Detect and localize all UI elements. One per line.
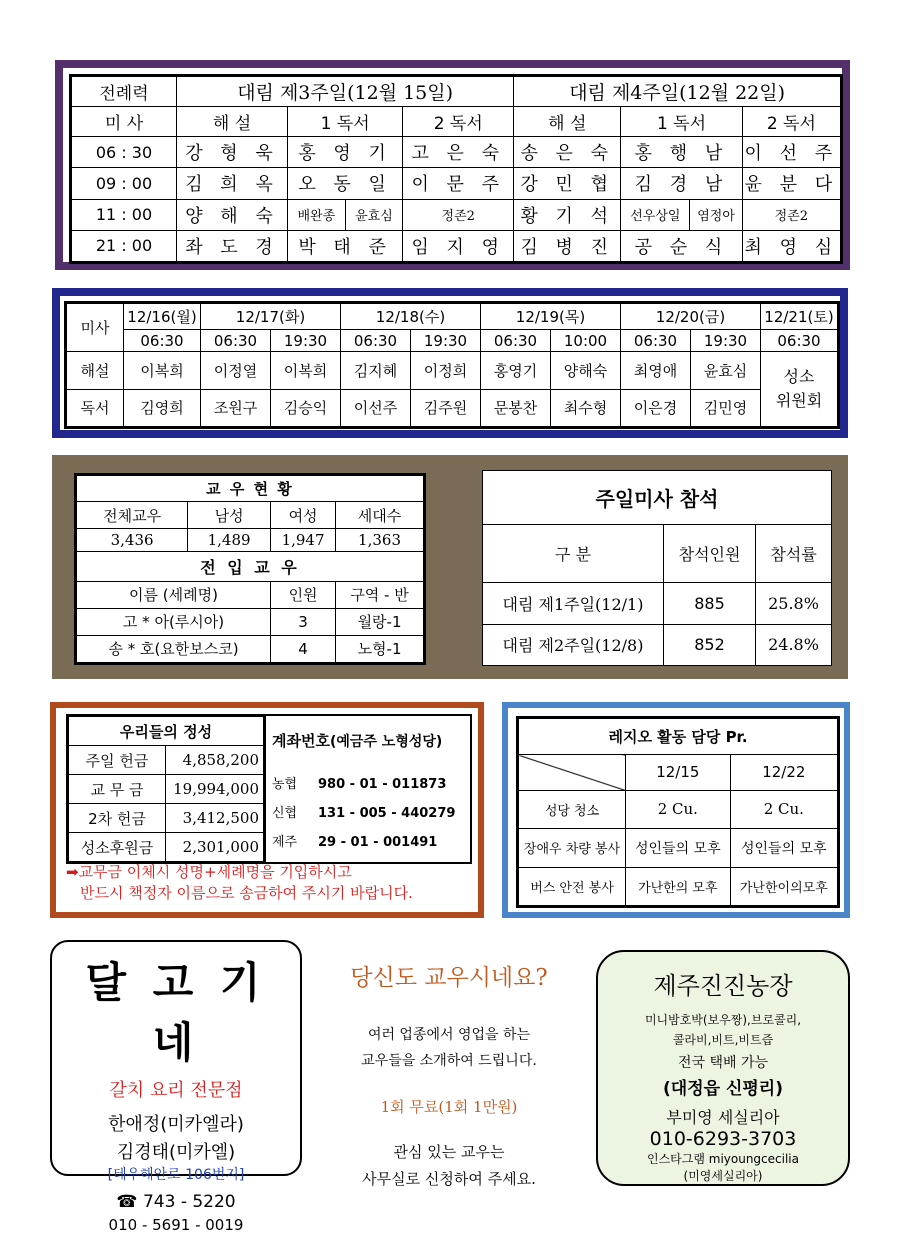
legio-date: 12/15 (626, 755, 731, 791)
role-reading2: 2 독서 (742, 107, 840, 137)
attendance-rate: 24.8% (756, 624, 832, 666)
name-cell: 송 은 숙 (514, 137, 621, 168)
duty-name: 버스 안전 봉사 (519, 868, 626, 906)
name-cell: 이정희 (411, 352, 481, 390)
name-cell: 윤효심 (691, 352, 761, 390)
table-row (69, 833, 264, 862)
name-cell: 김주원 (411, 389, 481, 427)
attendance-week: 대림 제1주일(12/1) (483, 583, 664, 625)
parishioner-stats (74, 473, 426, 665)
mass-time: 06:30 (201, 330, 271, 352)
stat-header: 전체교우 (77, 502, 188, 529)
offering-label: 2차 헌금 (69, 804, 166, 833)
attendance-title: 주일미사 참석 (483, 471, 832, 525)
farm-name: 제주진진농장 (653, 972, 793, 1000)
day-header: 12/21(토) (761, 304, 838, 330)
stat-value: 1,363 (336, 529, 424, 552)
attendance-header: 참석률 (756, 525, 832, 583)
mass-time: 21 : 00 (72, 230, 177, 261)
offering-title: 우리들의 정성 (69, 717, 264, 746)
attendance-count: 852 (664, 624, 756, 666)
name-cell: 윤효심 (345, 199, 403, 230)
name-cell: 홍 영 기 (288, 137, 403, 168)
restaurant-address: [테우해안로 106번지] (107, 1167, 245, 1183)
name-cell: 양 해 숙 (177, 199, 288, 230)
farm-instagram-name: (미영세실리아) (683, 1169, 763, 1183)
table-row (69, 746, 264, 775)
name-cell: 김 경 남 (621, 168, 742, 199)
duty-group: 성인들의 모후 (626, 828, 731, 868)
legio-title: 레지오 활동 담당 Pr. (519, 719, 838, 755)
newcomer-name: 고 * 아(루시아) (77, 608, 271, 635)
newcomer-header: 이름 (세례명) (77, 581, 271, 608)
bank-name: 신협 (272, 806, 298, 821)
name-cell: 김승익 (271, 389, 341, 427)
mass-time: 10:00 (551, 330, 621, 352)
table-row (69, 804, 264, 833)
duty-name: 성당 청소 (519, 790, 626, 828)
mass-time: 06:30 (621, 330, 691, 352)
name-cell: 이선주 (341, 389, 411, 427)
name-cell: 양해숙 (551, 352, 621, 390)
name-cell: 정존2 (403, 199, 514, 230)
day-header: 12/19(목) (481, 304, 621, 330)
name-cell: 이은경 (621, 389, 691, 427)
mass-time: 19:30 (271, 330, 341, 352)
name-cell: 윤 분 다 (742, 168, 840, 199)
day-header: 12/18(수) (341, 304, 481, 330)
promo-line: 여러 업종에서 영업을 하는 (367, 1027, 531, 1043)
attendance-header: 참석인원 (664, 525, 756, 583)
table-row (77, 608, 424, 635)
role-commentary: 해 설 (177, 107, 288, 137)
weekday-schedule-table (66, 303, 838, 427)
saturday-note: 성소 위원회 (761, 352, 838, 427)
table-row (72, 199, 841, 230)
offering-amount: 4,858,200 (166, 746, 264, 775)
duty-group: 가난한이의모후 (730, 868, 837, 906)
stat-header: 세대수 (336, 502, 424, 529)
stat-value: 1,947 (271, 529, 336, 552)
owner-name: 김경태(미카엘) (116, 1142, 236, 1163)
legio-date: 12/22 (730, 755, 837, 791)
mass-time: 09 : 00 (72, 168, 177, 199)
name-cell: 김지혜 (341, 352, 411, 390)
table-row (483, 583, 832, 625)
commentary-label: 해설 (67, 352, 124, 390)
owner-name: 한애정(미카엘라) (108, 1114, 244, 1135)
name-cell: 이 선 주 (742, 137, 840, 168)
role-reading2: 2 독서 (403, 107, 514, 137)
notice-line: ➡교무금 이체시 성명+세례명을 기입하시고 (66, 863, 352, 881)
role-reading1: 1 독서 (288, 107, 403, 137)
attendance-table (482, 470, 832, 666)
name-cell: 이복희 (124, 352, 201, 390)
bank-name: 제주 (272, 835, 298, 850)
account-number: 131 - 005 - 440279 (318, 806, 456, 821)
liturgy-calendar-header: 전례력 (72, 77, 177, 107)
table-row (72, 168, 841, 199)
name-cell: 염정아 (690, 199, 742, 230)
offering-amount: 3,412,500 (166, 804, 264, 833)
account-row (272, 799, 455, 828)
name-cell: 공 순 식 (621, 230, 742, 261)
table-row (519, 790, 838, 828)
account-row (272, 828, 455, 857)
name-cell: 홍 행 남 (621, 137, 742, 168)
offering-amount: 19,994,000 (166, 775, 264, 804)
offering-table (66, 714, 266, 864)
account-number: 29 - 01 - 001491 (318, 835, 438, 850)
attendance-count: 885 (664, 583, 756, 625)
name-cell: 김 희 옥 (177, 168, 288, 199)
notice-line: 반드시 책정자 이름으로 송금하여 주시기 바랍니다. (80, 884, 413, 902)
name-cell: 김영희 (124, 389, 201, 427)
farm-delivery: 전국 택배 가능 (677, 1055, 769, 1071)
newcomers-title: 전 입 교 우 (77, 552, 424, 581)
farm-instagram: 인스타그램 miyoungcecilia (646, 1152, 799, 1166)
name-cell: 좌 도 경 (177, 230, 288, 261)
promo-line: 교우들을 소개하여 드립니다. (361, 1053, 537, 1069)
day-header: 12/16(월) (124, 304, 201, 330)
week3-header: 대림 제3주일(12월 15일) (177, 77, 514, 107)
restaurant-ad (50, 940, 302, 1234)
name-cell: 이복희 (271, 352, 341, 390)
table-row (519, 868, 838, 906)
farm-location: (대정읍 신평리) (663, 1079, 783, 1099)
mass-time: 06:30 (124, 330, 201, 352)
name-cell: 이 문 주 (403, 168, 514, 199)
account-title: 계좌번호 (272, 732, 330, 750)
legio-panel (502, 702, 850, 918)
name-cell: 최 영 심 (742, 230, 840, 261)
stat-header: 남성 (188, 502, 271, 529)
name-cell: 오 동 일 (288, 168, 403, 199)
name-cell: 선우상일 (621, 199, 690, 230)
name-cell: 황 기 석 (514, 199, 621, 230)
day-header: 12/17(화) (201, 304, 341, 330)
stat-header: 여성 (271, 502, 336, 529)
phone-icon: ☎ (116, 1192, 138, 1212)
week4-header: 대림 제4주일(12월 22일) (514, 77, 841, 107)
name-cell: 임 지 영 (403, 230, 514, 261)
table-row (67, 352, 838, 390)
name-cell: 최수형 (551, 389, 621, 427)
mass-time: 06:30 (761, 330, 838, 352)
legio-table (518, 718, 838, 906)
promo-price: 1회 무료(1회 1만원) (380, 1098, 518, 1116)
table-row (72, 137, 841, 168)
offering-label: 성소후원금 (69, 833, 166, 862)
promo-line: 사무실로 신청하여 주세요. (362, 1170, 536, 1188)
name-cell: 박 태 준 (288, 230, 403, 261)
offering-label: 교 무 금 (69, 775, 166, 804)
sunday-schedule-panel (55, 60, 850, 270)
table-row (77, 635, 424, 662)
name-cell: 최영애 (621, 352, 691, 390)
mass-time: 19:30 (691, 330, 761, 352)
duty-name: 장애우 차량 봉사 (519, 828, 626, 868)
newcomer-count: 3 (271, 608, 336, 635)
promo-title: 당신도 교우시네요? (350, 965, 548, 991)
promo-ad (318, 955, 580, 1188)
name-cell: 홍영기 (481, 352, 551, 390)
restaurant-phone: 743 - 5220 (142, 1192, 236, 1212)
bank-accounts (262, 714, 472, 864)
mass-time: 06 : 30 (72, 137, 177, 168)
farm-ad (596, 950, 850, 1186)
offering-panel (50, 702, 484, 918)
farm-products: 미니밤호박(보우짱),브로콜리, (644, 1013, 802, 1027)
role-reading1: 1 독서 (621, 107, 742, 137)
newcomer-count: 4 (271, 635, 336, 662)
mass-label: 미 사 (72, 107, 177, 137)
newcomer-header: 구역 - 반 (336, 581, 424, 608)
stat-value: 3,436 (77, 529, 188, 552)
name-cell: 문봉찬 (481, 389, 551, 427)
attendance-rate: 25.8% (756, 583, 832, 625)
newcomer-name: 송 * 호(요한보스코) (77, 635, 271, 662)
duty-group: 가난한의 모후 (626, 868, 731, 906)
mass-time: 06:30 (341, 330, 411, 352)
farm-owner: 부미영 세실리아 (666, 1108, 780, 1127)
farm-phone: 010-6293-3703 (649, 1128, 797, 1150)
table-row (72, 230, 841, 261)
name-cell: 이정열 (201, 352, 271, 390)
bank-name: 농협 (272, 777, 298, 792)
mass-label: 미사 (67, 304, 124, 352)
parishioner-title: 교 우 현 황 (77, 476, 424, 502)
diagonal-header (519, 755, 626, 791)
promo-line: 관심 있는 교우는 (393, 1143, 505, 1161)
day-header: 12/20(금) (621, 304, 761, 330)
attendance-week: 대림 제2주일(12/8) (483, 624, 664, 666)
stat-value: 1,489 (188, 529, 271, 552)
stats-panel (52, 455, 848, 679)
name-cell: 조원구 (201, 389, 271, 427)
restaurant-subtitle: 갈치 요리 전문점 (109, 1080, 243, 1101)
newcomer-district: 노형-1 (336, 635, 424, 662)
duty-group: 2 Cu. (626, 790, 731, 828)
table-row (519, 828, 838, 868)
newcomer-district: 월랑-1 (336, 608, 424, 635)
weekday-schedule-panel (52, 288, 848, 438)
name-cell: 강 형 욱 (177, 137, 288, 168)
offering-label: 주일 헌금 (69, 746, 166, 775)
table-row (483, 624, 832, 666)
offering-amount: 2,301,000 (166, 833, 264, 862)
role-commentary: 해 설 (514, 107, 621, 137)
name-cell: 김 병 진 (514, 230, 621, 261)
reading-label: 독서 (67, 389, 124, 427)
mass-time: 11 : 00 (72, 199, 177, 230)
account-holder: (예금주 노형성당) (329, 734, 443, 750)
sunday-schedule-table (71, 76, 841, 262)
account-row (272, 770, 455, 799)
name-cell: 강 민 협 (514, 168, 621, 199)
table-row (69, 775, 264, 804)
name-cell: 고 은 숙 (403, 137, 514, 168)
attendance-header: 구 분 (483, 525, 664, 583)
name-cell: 정존2 (742, 199, 840, 230)
restaurant-mobile: 010 - 5691 - 0019 (108, 1216, 244, 1234)
duty-group: 2 Cu. (730, 790, 837, 828)
newcomer-header: 인원 (271, 581, 336, 608)
mass-time: 19:30 (411, 330, 481, 352)
mass-time: 06:30 (481, 330, 551, 352)
farm-products: 콜라비,비트,비트즙 (672, 1033, 774, 1047)
name-cell: 배완종 (288, 199, 346, 230)
restaurant-name: 달 고 기 네 (85, 958, 267, 1067)
account-number: 980 - 01 - 011873 (318, 777, 447, 792)
offering-notice (66, 862, 476, 904)
name-cell: 김민영 (691, 389, 761, 427)
duty-group: 성인들의 모후 (730, 828, 837, 868)
table-row (67, 389, 838, 427)
